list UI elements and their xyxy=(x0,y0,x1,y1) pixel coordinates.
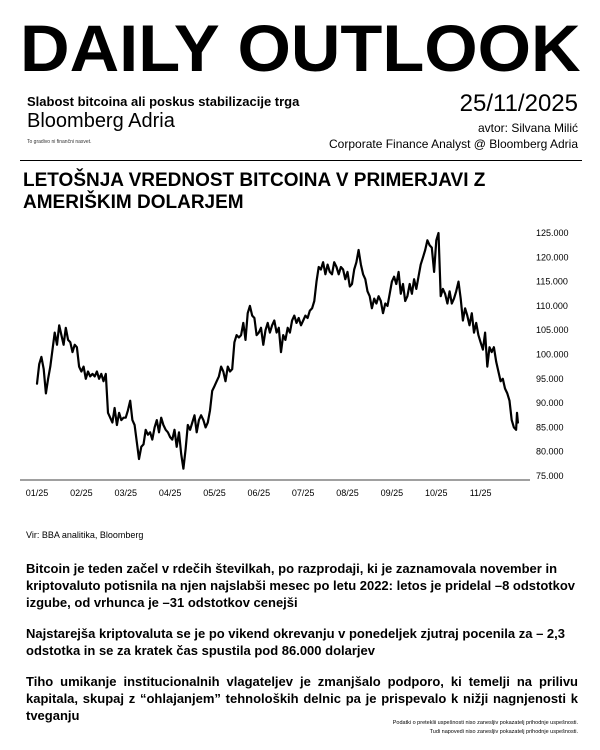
x-tick-label: 06/25 xyxy=(247,488,271,498)
report-subtitle: Slabost bitcoina ali poskus stabilizacije trga xyxy=(27,94,300,109)
x-tick-label: 09/25 xyxy=(380,488,404,498)
y-tick-label: 90.000 xyxy=(536,398,564,409)
y-tick-label: 105.000 xyxy=(536,325,569,336)
x-tick-label: 04/25 xyxy=(158,488,182,498)
x-tick-label: 08/25 xyxy=(336,488,359,498)
author-role: Corporate Finance Analyst @ Bloomberg Adria xyxy=(329,137,578,151)
x-tick-label: 01/25 xyxy=(25,488,49,498)
y-tick-label: 125.000 xyxy=(536,228,569,238)
x-tick-label: 11/25 xyxy=(469,488,492,498)
paragraph-1: Bitcoin je teden začel v rdečih številkah, po razprodaji, ki je zaznamovala november in kriptovaluto potisnila na njen najslabši mesec po letu 2022: letos je pridelal –8 odstotkov izgube, od vrhunca je –31 odstotkov cenejši xyxy=(26,561,576,610)
brand-tagline: To gradivo ni finančni nasvet. xyxy=(27,139,92,145)
x-tick-label: 03/25 xyxy=(114,488,137,498)
brand-name: Bloomberg Adria xyxy=(27,110,175,132)
paragraph-2: Najstarejša kriptovaluta se je po vikend okrevanju v ponedeljek zjutraj pocenila za – 2,3 odstotka in se za kratek čas spustila pod 86.000 dolarjev xyxy=(26,626,565,658)
y-tick-label: 95.000 xyxy=(536,373,564,384)
chart-title: LETOŠNJA VREDNOST BITCOINA V PRIMERJAVI Z AMERIŠKIM DOLARJEM xyxy=(23,170,486,213)
masthead-title: DAILY OUTLOOK xyxy=(20,11,581,85)
disclaimer-2: Tudi napovedi niso zanesljiv pokazatelj prihodnje uspešnosti. xyxy=(429,729,578,735)
x-tick-label: 10/25 xyxy=(425,488,448,498)
report-date: 25/11/2025 xyxy=(459,90,578,117)
chart-source: Vir: BBA analitika, Bloomberg xyxy=(26,530,144,540)
y-tick-label: 85.000 xyxy=(536,422,564,433)
x-tick-label: 05/25 xyxy=(203,488,226,498)
y-tick-label: 80.000 xyxy=(536,446,564,457)
y-tick-label: 75.000 xyxy=(536,471,564,481)
series-line-btc-usd xyxy=(37,233,518,469)
x-tick-label: 07/25 xyxy=(291,488,315,498)
paragraph-3: Tiho umikanje institucionalnih vlagateljev je zmanjšalo podporo, ki temelji na prilivu kapitala, skupaj z “ohlajanjem” tehnoloških delnic pa je prispevalo k nižji nagnjenosti k tveganju xyxy=(26,674,578,723)
header-divider xyxy=(20,160,582,161)
x-tick-label: 02/25 xyxy=(70,488,93,498)
btc-usd-line-chart xyxy=(0,220,600,510)
y-tick-label: 115.000 xyxy=(536,276,568,287)
report-author: avtor: Silvana Milić xyxy=(477,121,578,135)
y-tick-label: 110.000 xyxy=(536,300,568,311)
y-tick-label: 100.000 xyxy=(536,349,569,360)
disclaimer-1: Podatki o preteklii uspešnosti niso zanesljiv pokazatelj prihodnje uspešnosti. xyxy=(392,720,578,726)
y-tick-label: 120.000 xyxy=(536,252,569,263)
